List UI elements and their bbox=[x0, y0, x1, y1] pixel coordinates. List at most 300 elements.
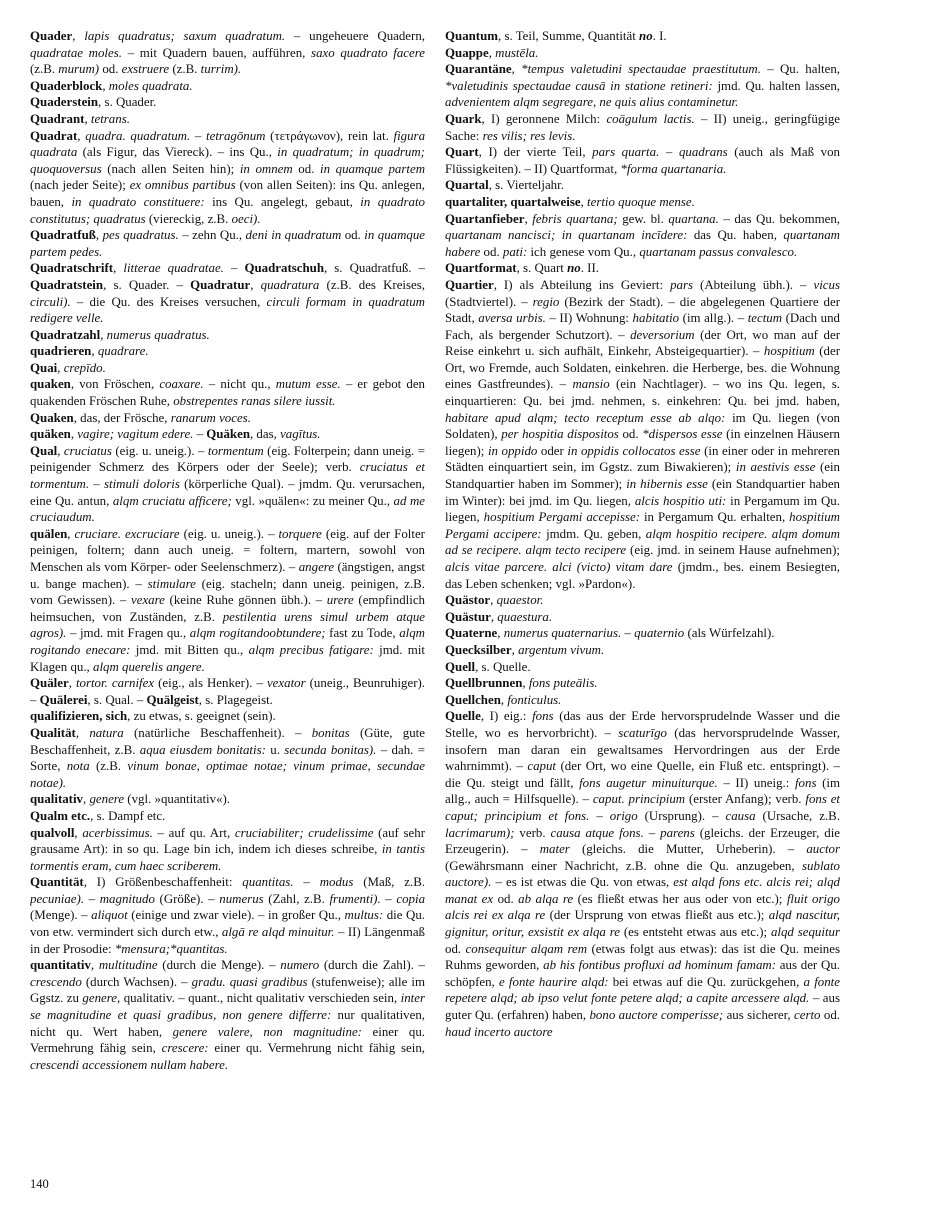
dictionary-entry bbox=[30, 111, 425, 128]
entry-text: , bbox=[77, 128, 86, 143]
latin-term: fons bbox=[794, 775, 817, 790]
latin-term: per hospitia dispositos bbox=[501, 427, 619, 442]
entry-text: , s. Quader. bbox=[98, 95, 157, 110]
entry-text: (in einer oder in mehreren Städten einquartiert sein, im Ggstz. zum Biwakieren); bbox=[445, 443, 840, 475]
entry-text: , s. Qual. – bbox=[87, 692, 147, 707]
latin-term: ab alqa re bbox=[518, 891, 574, 906]
latin-term: numerus quadratus. bbox=[106, 327, 210, 342]
latin-term: a fonte repetere alqd; ab ipso velut fonte petere alqd; a capite arcessere alqd. bbox=[445, 974, 840, 1006]
dictionary-entry bbox=[30, 327, 425, 344]
latin-term: circuli). bbox=[30, 294, 71, 309]
dictionary-entry bbox=[30, 708, 425, 725]
headword: Quaken bbox=[30, 410, 74, 425]
entry-text: fast zu Tode, bbox=[325, 626, 400, 641]
latin-term: certo bbox=[794, 1008, 821, 1023]
headword: Quart bbox=[445, 145, 479, 160]
headword: Quell bbox=[445, 659, 476, 674]
latin-term: auctor bbox=[806, 842, 840, 857]
latin-term: pati: bbox=[502, 244, 528, 259]
entry-text: , bbox=[84, 111, 91, 126]
entry-text: (von allen Seiten): ins Qu. anlegen, bauen, bbox=[30, 178, 425, 209]
latin-term: ex omnibus partibus bbox=[129, 178, 236, 193]
latin-term: argentum vivum. bbox=[518, 642, 605, 657]
headword: Quadratschuh bbox=[244, 261, 324, 276]
latin-term: numero bbox=[280, 958, 320, 973]
latin-term: *forma quartanaria. bbox=[620, 161, 727, 176]
latin-term: vinum bonae, optimae notae; vinum primae, secundae notae). bbox=[30, 759, 425, 790]
entry-text: in Pergamum im Qu. liegen, bbox=[445, 493, 840, 525]
dictionary-entry bbox=[445, 177, 840, 194]
latin-term: numerus bbox=[219, 891, 264, 906]
entry-text: , bbox=[68, 676, 76, 691]
latin-term: haud incerto auctore bbox=[445, 1024, 553, 1039]
latin-term: multitudine bbox=[98, 958, 158, 973]
entry-text: (es entsteht etwas aus etc.); bbox=[619, 925, 771, 940]
entry-text: – mit Quadern bauen, aufführen, bbox=[121, 45, 312, 60]
entry-text: (Ursache, z.B. bbox=[755, 808, 840, 823]
entry-text: – II) uneig.: bbox=[717, 775, 795, 790]
latin-term: vagire; vagitum edere. bbox=[77, 427, 194, 442]
entry-text: (Dach und Fach, als bergender Schutzort). – bbox=[445, 311, 840, 342]
headword: Quellbrunnen bbox=[445, 676, 523, 691]
entry-text: , bbox=[511, 62, 522, 77]
latin-term: lapis quadratus; saxum quadratum. bbox=[84, 29, 286, 43]
entry-text: (eig. Folterpein; dann uneig. = peinigender Schmerz des Körpers oder der Seele); verb. bbox=[30, 443, 425, 475]
headword: qualvoll bbox=[30, 825, 75, 840]
entry-text: , zu etwas, s. geeignet (sein). bbox=[127, 709, 276, 724]
headword: Quadratfuß bbox=[30, 228, 96, 243]
latin-term: quantitas. bbox=[242, 875, 294, 890]
headword: Quälerei bbox=[39, 692, 88, 707]
latin-term: circuli formam in quadratum redigere velle. bbox=[30, 294, 425, 326]
entry-text: od. bbox=[493, 891, 519, 906]
dictionary-entry bbox=[30, 227, 425, 260]
latin-term: *valetudinis spectaudae causā in statione retineri: bbox=[445, 78, 713, 93]
latin-term: regio bbox=[532, 294, 560, 309]
entry-text: ich genese vom Qu., bbox=[527, 244, 640, 259]
latin-term: fons puteālis. bbox=[528, 676, 598, 691]
entry-text: – II) uneig., geringfügige Sache: bbox=[445, 111, 840, 143]
latin-term: tetrans. bbox=[90, 111, 130, 126]
entry-text: , bbox=[102, 78, 109, 93]
latin-term: *dispersos esse bbox=[642, 427, 723, 442]
latin-term: quadra. quadratum. bbox=[85, 128, 191, 143]
latin-term: pecuniae). bbox=[30, 891, 85, 906]
entry-text: – Qu. halten, bbox=[760, 62, 840, 77]
entry-text: (Stadtviertel). – bbox=[445, 294, 533, 309]
entry-text: (ein Nachtlager). – wo ins Qu. legen, s. einquartieren: Qu. bei jmd. nehmen, s. einkehren: Qu. bei jmd. haben, bbox=[445, 377, 840, 409]
latin-term: quartana. bbox=[668, 211, 719, 226]
latin-term: vicus bbox=[813, 277, 840, 292]
latin-term: figura quadrata bbox=[30, 128, 425, 160]
dictionary-entry bbox=[30, 443, 425, 526]
latin-term: *mensura;*quantitas. bbox=[114, 941, 228, 956]
latin-term: alqm cruciatu afficere; bbox=[112, 493, 232, 508]
latin-term: inter se magnitudine et quasi gradibus, non genere differre: bbox=[30, 991, 425, 1023]
entry-text: (empfindlich heimsuchen, von Zuständen, z.B. bbox=[30, 593, 425, 624]
entry-text: einer qu. Vermehrung nicht fähig sein, bbox=[208, 1041, 425, 1056]
latin-term: alcis vitae parcere. alci (victo) vitam dare bbox=[445, 560, 673, 574]
headword: Quadratstein bbox=[30, 277, 104, 292]
latin-term: caput bbox=[527, 759, 557, 774]
latin-term: e fonte haurire alqd: bbox=[498, 974, 609, 989]
entry-text: (das hervorsprudelnde Wasser, insofern man daran ein gewaltsames Hervordringen aus der Erde wahrnimmt). – bbox=[445, 725, 840, 774]
latin-term: crepīdo. bbox=[63, 360, 106, 375]
dictionary-entry bbox=[445, 194, 840, 211]
entry-text: – bbox=[621, 626, 635, 641]
headword: Quantität bbox=[30, 875, 84, 890]
latin-term: frumenti). bbox=[329, 891, 381, 906]
entry-text: ins Qu. angelegt, gebaut, bbox=[204, 194, 361, 209]
latin-term: mustēla. bbox=[495, 45, 539, 60]
entry-text: (als Würfelzahl). bbox=[684, 626, 775, 641]
latin-term: genere, bbox=[82, 991, 121, 1006]
headword: Quelle bbox=[445, 709, 481, 724]
latin-term: cruciatus bbox=[63, 443, 112, 458]
latin-term: cruciabiliter; crudelissime bbox=[234, 825, 374, 840]
entry-text: (der Ort, wo man auf der Reise einkehrt u. sich aufhält, Einkehr, Absteigequartier). – bbox=[445, 327, 840, 359]
entry-text: od. bbox=[480, 244, 503, 259]
entry-text: , bbox=[580, 194, 588, 209]
entry-text: – nicht qu., bbox=[203, 377, 276, 392]
dictionary-entry bbox=[445, 45, 840, 62]
entry-text: – bbox=[659, 145, 679, 160]
entry-text: – bbox=[193, 427, 207, 442]
latin-term: in oppidis collocatos esse bbox=[567, 443, 701, 458]
latin-term: alcis hospitio uti: bbox=[634, 493, 727, 508]
entry-text: , s. Teil, Summe, Quantität bbox=[498, 29, 640, 43]
dictionary-entry bbox=[445, 675, 840, 692]
entry-text: , s. Quelle. bbox=[475, 659, 531, 674]
entry-text: , bbox=[488, 45, 496, 60]
latin-term: quadrans bbox=[678, 145, 728, 160]
entry-text: (stufenweise); alle im Ggstz. zu bbox=[30, 974, 425, 1006]
entry-text: – bbox=[223, 261, 245, 276]
headword: Quai bbox=[30, 360, 58, 375]
entry-text: (körperliche Qual). – jmdm. Qu. verursachen, eine Qu. antun, bbox=[30, 477, 425, 508]
latin-term: habitare apud alqm; tecto receptum esse ab alqo: bbox=[445, 410, 726, 425]
latin-term: causa atque fons. bbox=[550, 825, 644, 840]
entry-text: – bbox=[293, 875, 320, 890]
latin-term: in quamque partem pedes. bbox=[30, 228, 425, 259]
latin-term: genere bbox=[89, 792, 125, 807]
entry-text: od. bbox=[820, 1008, 840, 1023]
latin-term: advenientem alqm segregare, ne quis alius contaminetur. bbox=[445, 95, 739, 110]
latin-term: litterae quadratae. bbox=[123, 261, 224, 276]
entry-text: – bbox=[589, 808, 610, 823]
latin-term: exstruere bbox=[121, 62, 170, 77]
headword: Qualität bbox=[30, 725, 76, 740]
entry-text: (der Ort, wo Fremde, auch Soldaten, einkehren. die Herberge, bes. die Wohnung eines Gastfreundes). – bbox=[445, 344, 840, 392]
entry-text: verb. bbox=[514, 825, 551, 840]
latin-term: febris quartana; bbox=[532, 211, 618, 226]
entry-text: , I) geronnene Milch: bbox=[481, 111, 607, 126]
latin-term: hospitium Pergami accepisse: bbox=[483, 510, 641, 525]
latin-term: vexator bbox=[266, 676, 306, 691]
latin-term: gradu. quasi gradibus bbox=[191, 974, 308, 989]
latin-term: mansio bbox=[572, 377, 610, 392]
latin-term: modus bbox=[319, 875, 354, 890]
entry-text: (z.B. bbox=[89, 759, 128, 774]
entry-text: (Größe). – bbox=[154, 891, 220, 906]
entry-text: (vgl. »quantitativ«). bbox=[124, 792, 231, 807]
latin-term: multus: bbox=[344, 908, 384, 923]
entry-text: , bbox=[490, 593, 497, 608]
latin-term: tertio quoque mense. bbox=[587, 194, 695, 209]
latin-term: genere valere, non magnitudine: bbox=[172, 1024, 362, 1039]
entry-text: , bbox=[90, 958, 99, 973]
latin-term: quadratae moles. bbox=[30, 45, 122, 60]
entry-text: , bbox=[67, 526, 75, 541]
entry-text: (nach allen Seiten hin); bbox=[101, 161, 240, 176]
dictionary-entry bbox=[30, 725, 425, 791]
latin-term: tectum bbox=[747, 311, 783, 326]
entry-text: (auf sehr grausame Art): in so qu. Lage bin ich, indem ich dieses schreibe, bbox=[30, 825, 425, 857]
latin-term: bono auctore comperisse; bbox=[589, 1008, 724, 1023]
latin-term: parens bbox=[660, 825, 695, 840]
latin-term: scaturīgo bbox=[618, 725, 667, 740]
dictionary-entry bbox=[445, 28, 840, 45]
entry-text: die Qu. von etw. vermindert sich durch etw., bbox=[30, 908, 425, 940]
entry-text: (z.B. bbox=[169, 62, 201, 77]
headword: Quadratschrift bbox=[30, 261, 114, 276]
entry-text: einer qu. Vermehrung fähig sein, bbox=[30, 1024, 425, 1056]
latin-term: murum) bbox=[58, 62, 100, 77]
entry-text: (Gewährsmann einer Nachricht, z.B. ohne die Qu. anzugeben, bbox=[445, 858, 803, 873]
latin-term: vexare bbox=[131, 593, 165, 608]
headword: quantitativ bbox=[30, 958, 91, 973]
latin-term: crescendo bbox=[30, 974, 82, 989]
entry-text: (nach jeder Seite); bbox=[30, 178, 130, 193]
dictionary-entry bbox=[30, 791, 425, 808]
headword: Quäler bbox=[30, 676, 69, 691]
entry-text: , s. Quader. – bbox=[103, 277, 191, 292]
latin-term: alqm rogitando enecare: bbox=[30, 626, 425, 657]
headword: Quaderstein bbox=[30, 95, 99, 110]
dictionary-entry bbox=[30, 874, 425, 957]
latin-term: tormentum bbox=[207, 443, 264, 458]
entry-text: das Qu. haben, bbox=[687, 228, 784, 243]
latin-term: alqm querelis angere. bbox=[93, 659, 205, 674]
entry-text: (auch als Maß von Flüssigkeiten). – II) Quartformat, bbox=[445, 145, 840, 176]
entry-text: , bbox=[75, 725, 90, 740]
latin-term: alqm rogitandoobtundere; bbox=[189, 626, 326, 641]
entry-text: , bbox=[95, 228, 103, 243]
entry-text: (durch die Menge). – bbox=[157, 958, 281, 973]
headword: Quadrant bbox=[30, 111, 85, 126]
entry-text: . II. bbox=[580, 261, 599, 276]
headword: Quader bbox=[30, 29, 73, 43]
latin-term: aqua eiusdem bonitatis: bbox=[139, 742, 266, 757]
dictionary-entry bbox=[445, 642, 840, 659]
entry-text: (jmdm., bes. einem Besiegten, das Leben schenken; vgl. »Pardon«). bbox=[445, 560, 840, 591]
entry-text: (als Figur, das Viereck). – ins Qu., bbox=[77, 145, 278, 160]
entry-text: , bbox=[500, 692, 508, 707]
latin-term: caput. principium bbox=[592, 792, 686, 807]
headword: quadrieren bbox=[30, 344, 92, 359]
dictionary-entry bbox=[30, 957, 425, 1073]
entry-text: – II) Wohnung: bbox=[545, 311, 633, 326]
entry-text: od. bbox=[292, 161, 321, 176]
entry-text: in Pergamum Qu. erhalten, bbox=[640, 510, 790, 525]
entry-text: (erster Anfang); verb. bbox=[685, 792, 806, 807]
latin-term: oeci). bbox=[231, 211, 261, 226]
entry-text: , bbox=[522, 676, 529, 691]
entry-text: (uneig., Beunruhiger). – bbox=[30, 676, 425, 707]
entry-text: od. bbox=[99, 62, 122, 77]
entry-text: (eig. stacheln; dann uneig. peinigen, z.B. vom Gewissen). – bbox=[30, 576, 425, 608]
entry-text: od. bbox=[341, 228, 365, 243]
latin-term: moles quadrata. bbox=[108, 78, 193, 93]
latin-term: saxo quadrato facere bbox=[311, 45, 425, 60]
entry-text: , I) der vierte Teil, bbox=[478, 145, 593, 160]
dictionary-entry bbox=[445, 211, 840, 261]
latin-term: fonticulus. bbox=[507, 692, 562, 707]
dictionary-entry bbox=[445, 708, 840, 1040]
entry-text: (Bezirk der Stadt). – die abgelegenen Quartiere der Stadt, bbox=[445, 294, 840, 326]
dictionary-entry bbox=[30, 78, 425, 95]
dictionary-entry bbox=[30, 128, 425, 228]
headword: Quellchen bbox=[445, 692, 501, 707]
entry-text: od. bbox=[445, 941, 466, 956]
headword: Quarantäne bbox=[445, 62, 512, 77]
dictionary-entry bbox=[30, 260, 425, 326]
latin-term: sublato auctore). bbox=[445, 858, 840, 890]
entry-text: qualitativ. – quant., nicht qualitativ verschieden sein, bbox=[120, 991, 401, 1006]
entry-text: (z.B. bbox=[30, 62, 59, 77]
entry-text: – bbox=[380, 891, 397, 906]
latin-term: crescendi accessionem nullam habere. bbox=[30, 1057, 229, 1072]
entry-text: (τετράγωνον), rein lat. bbox=[265, 128, 394, 143]
dictionary-entry bbox=[30, 426, 425, 443]
latin-term: algā re alqd minuitur. bbox=[221, 925, 335, 940]
entry-text: (ein Standquartier haben im Winter): bei jmd. im Qu. liegen, bbox=[445, 477, 840, 508]
latin-term: nota bbox=[66, 759, 90, 774]
latin-term: alqm hospitio recipere. alqm domum ad se recipere. alqm tecto recipere bbox=[445, 526, 840, 558]
entry-text: – zehn Qu., bbox=[178, 228, 246, 243]
entry-text: (Güte, gute Beschaffenheit, z.B. bbox=[30, 725, 425, 757]
latin-term: res vilis; res levis. bbox=[482, 128, 576, 143]
entry-text: jmd. mit Klagen qu., bbox=[30, 642, 425, 674]
dictionary-entry bbox=[445, 659, 840, 676]
latin-term: lacrimarum); bbox=[445, 825, 515, 840]
headword: qualitativ bbox=[30, 792, 84, 807]
headword: Quaderblock bbox=[30, 78, 103, 93]
dictionary-entry bbox=[30, 360, 425, 377]
latin-term: torquere bbox=[278, 526, 322, 541]
latin-term: aliquot bbox=[91, 908, 128, 923]
headword: quäken bbox=[30, 427, 71, 442]
latin-term: quartanam nancisci; in quartanam incīdere: bbox=[445, 228, 688, 243]
entry-text: (der Ort, wo eine Quelle, ein Fluß etc. entspringt). – die Qu. steigt und fällt, bbox=[445, 759, 840, 790]
latin-term: quartanam passus convalesco. bbox=[639, 244, 798, 259]
entry-text: u. bbox=[265, 742, 285, 757]
latin-term: alqd nascitur, gignitur, oritur, exsistit ex alqa re bbox=[445, 908, 840, 940]
entry-text: , I) Größenbeschaffenheit: bbox=[83, 875, 243, 890]
latin-term: numerus quaternarius. bbox=[503, 626, 622, 641]
entry-text: , bbox=[91, 344, 98, 359]
entry-text: , bbox=[113, 261, 124, 276]
latin-term: aversa urbis. bbox=[478, 311, 546, 326]
latin-term: quaestura. bbox=[497, 609, 553, 624]
latin-term: secunda bonitas). bbox=[284, 742, 377, 757]
latin-term: in quadratum; in quadrum; quoquoversus bbox=[30, 145, 425, 176]
entry-text: (Zahl, z.B. bbox=[263, 891, 330, 906]
entry-text: od. bbox=[618, 427, 643, 442]
entry-text: (Ursprung). – bbox=[637, 808, 726, 823]
latin-term: mater bbox=[539, 842, 570, 857]
latin-term: coaxare. bbox=[159, 377, 204, 392]
dictionary-entry bbox=[445, 592, 840, 609]
entry-text: jmd. Qu. halten lassen, bbox=[712, 78, 840, 93]
latin-term: in tantis tormentis eram, cum haec scriberem. bbox=[30, 842, 425, 873]
entry-text: , bbox=[100, 327, 107, 342]
entry-text: (eig. u. uneig.). – bbox=[179, 526, 279, 541]
entry-text: , s. Quadratfuß. – bbox=[323, 261, 425, 276]
entry-text: (durch die Zahl). – bbox=[319, 958, 425, 973]
headword: Quälgeist bbox=[146, 692, 199, 707]
latin-term: ab his fontibus profluxi ad hominum famam: bbox=[543, 958, 776, 973]
entry-text: jmd. mit Bitten qu., bbox=[130, 642, 249, 657]
entry-text: (eig. jmd. in seinem Hause aufnehmen); bbox=[626, 543, 840, 558]
headword: Quartal bbox=[445, 178, 489, 193]
entry-text: (etwas folgt aus etwas): das ist die Qu. meines Ruhms geworden, bbox=[445, 941, 840, 973]
latin-term: turrim). bbox=[200, 62, 242, 77]
entry-text: , bbox=[72, 29, 85, 43]
entry-text: (natürliche Beschaffenheit). – bbox=[123, 725, 312, 740]
dictionary-entry bbox=[30, 808, 425, 825]
entry-text: , bbox=[497, 626, 504, 641]
entry-text: (eig., als Henker). – bbox=[154, 676, 267, 691]
latin-term: in quadrato constitutus; quadratus bbox=[30, 194, 425, 226]
entry-text: , I) eig.: bbox=[480, 709, 533, 724]
entry-text: , I) als Abteilung ins Geviert: bbox=[493, 277, 671, 292]
latin-term: hospitium bbox=[763, 344, 815, 359]
latin-term: quadratura bbox=[260, 277, 320, 292]
entry-text: nur qualitativen, nicht qu. Wert haben, bbox=[30, 1008, 425, 1039]
dictionary-entry bbox=[30, 825, 425, 875]
entry-text: , s. Quart bbox=[516, 261, 568, 276]
headword: Quästur bbox=[445, 609, 491, 624]
entry-text: (Menge). – bbox=[30, 908, 92, 923]
dictionary-entry bbox=[445, 61, 840, 111]
entry-text: , s. Dampf etc. bbox=[90, 808, 166, 823]
latin-term: est alqd fons etc. alcis rei; alqd manat ex bbox=[445, 875, 840, 906]
latin-term: ranarum voces. bbox=[170, 410, 251, 425]
headword: Quaterne bbox=[445, 626, 498, 641]
entry-text: , bbox=[250, 277, 261, 292]
latin-term: vagītus. bbox=[280, 427, 321, 442]
entry-text: (einige und zwar viele). – in großer Qu., bbox=[127, 908, 345, 923]
entry-text: – dah. = Sorte, bbox=[30, 742, 425, 774]
entry-text: vgl. »quälen«: zu meiner Qu., bbox=[231, 493, 394, 508]
entry-text: aus sicherer, bbox=[723, 1008, 795, 1023]
latin-term: bonitas bbox=[311, 725, 350, 740]
entry-text: – er gebot den quakenden Fröschen Ruhe, bbox=[30, 377, 425, 409]
latin-term: in aestivis esse bbox=[735, 460, 816, 475]
entry-text: – die Qu. des Kreises versuchen, bbox=[70, 294, 267, 309]
right-column bbox=[445, 28, 840, 1176]
dictionary-entry bbox=[30, 94, 425, 111]
headword: Quartanfieber bbox=[445, 211, 525, 226]
entry-text: – auf qu. Art, bbox=[152, 825, 235, 840]
page-number: 140 bbox=[30, 1177, 49, 1191]
entry-text: (eig. u. uneig.). – bbox=[111, 443, 208, 458]
entry-text: – jmd. mit Fragen qu., bbox=[66, 626, 190, 641]
entry-text: , bbox=[524, 211, 533, 226]
latin-term: natura bbox=[89, 725, 124, 740]
latin-term: deni in quadratum bbox=[245, 228, 342, 243]
